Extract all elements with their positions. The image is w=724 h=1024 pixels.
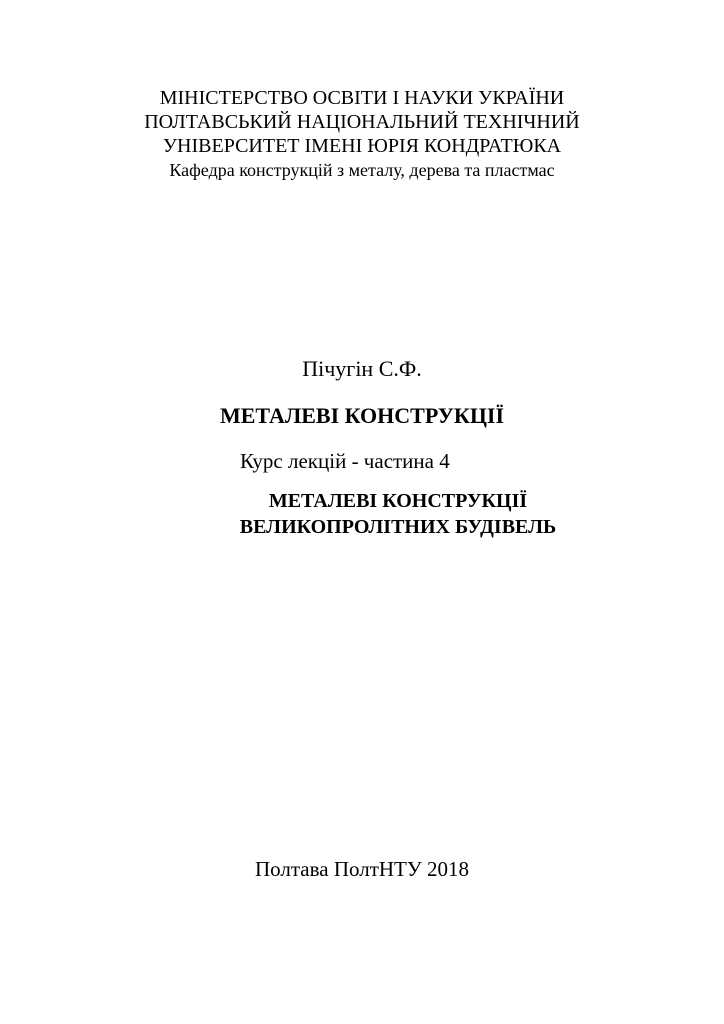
part-title	[218, 488, 578, 540]
university-name-line1: ПОЛТАВСЬКИЙ НАЦІОНАЛЬНИЙ ТЕХНІЧНИЙ	[144, 111, 580, 133]
author-name: Пічугін С.Ф.	[302, 356, 422, 381]
department-name: Кафедра конструкцій з металу, дерева та пластмас	[169, 160, 555, 180]
publication-imprint: Полтава ПолтНТУ 2018	[255, 857, 469, 881]
institution-header	[0, 86, 724, 182]
ministry-name: МІНІСТЕРСТВО ОСВІТИ І НАУКИ УКРАЇНИ	[159, 87, 565, 109]
part-title-line2: ВЕЛИКОПРОЛІТНИХ БУДІВЕЛЬ	[239, 516, 557, 538]
part-title-line1: МЕТАЛЕВІ КОНСТРУКЦІЇ	[268, 490, 528, 512]
document-subtitle: Курс лекцій - частина 4	[240, 449, 450, 473]
document-title: МЕТАЛЕВІ КОНСТРУКЦІЇ	[219, 403, 505, 428]
university-name-line2: УНІВЕРСИТЕТ ІМЕНІ ЮРІЯ КОНДРАТЮКА	[162, 135, 562, 157]
